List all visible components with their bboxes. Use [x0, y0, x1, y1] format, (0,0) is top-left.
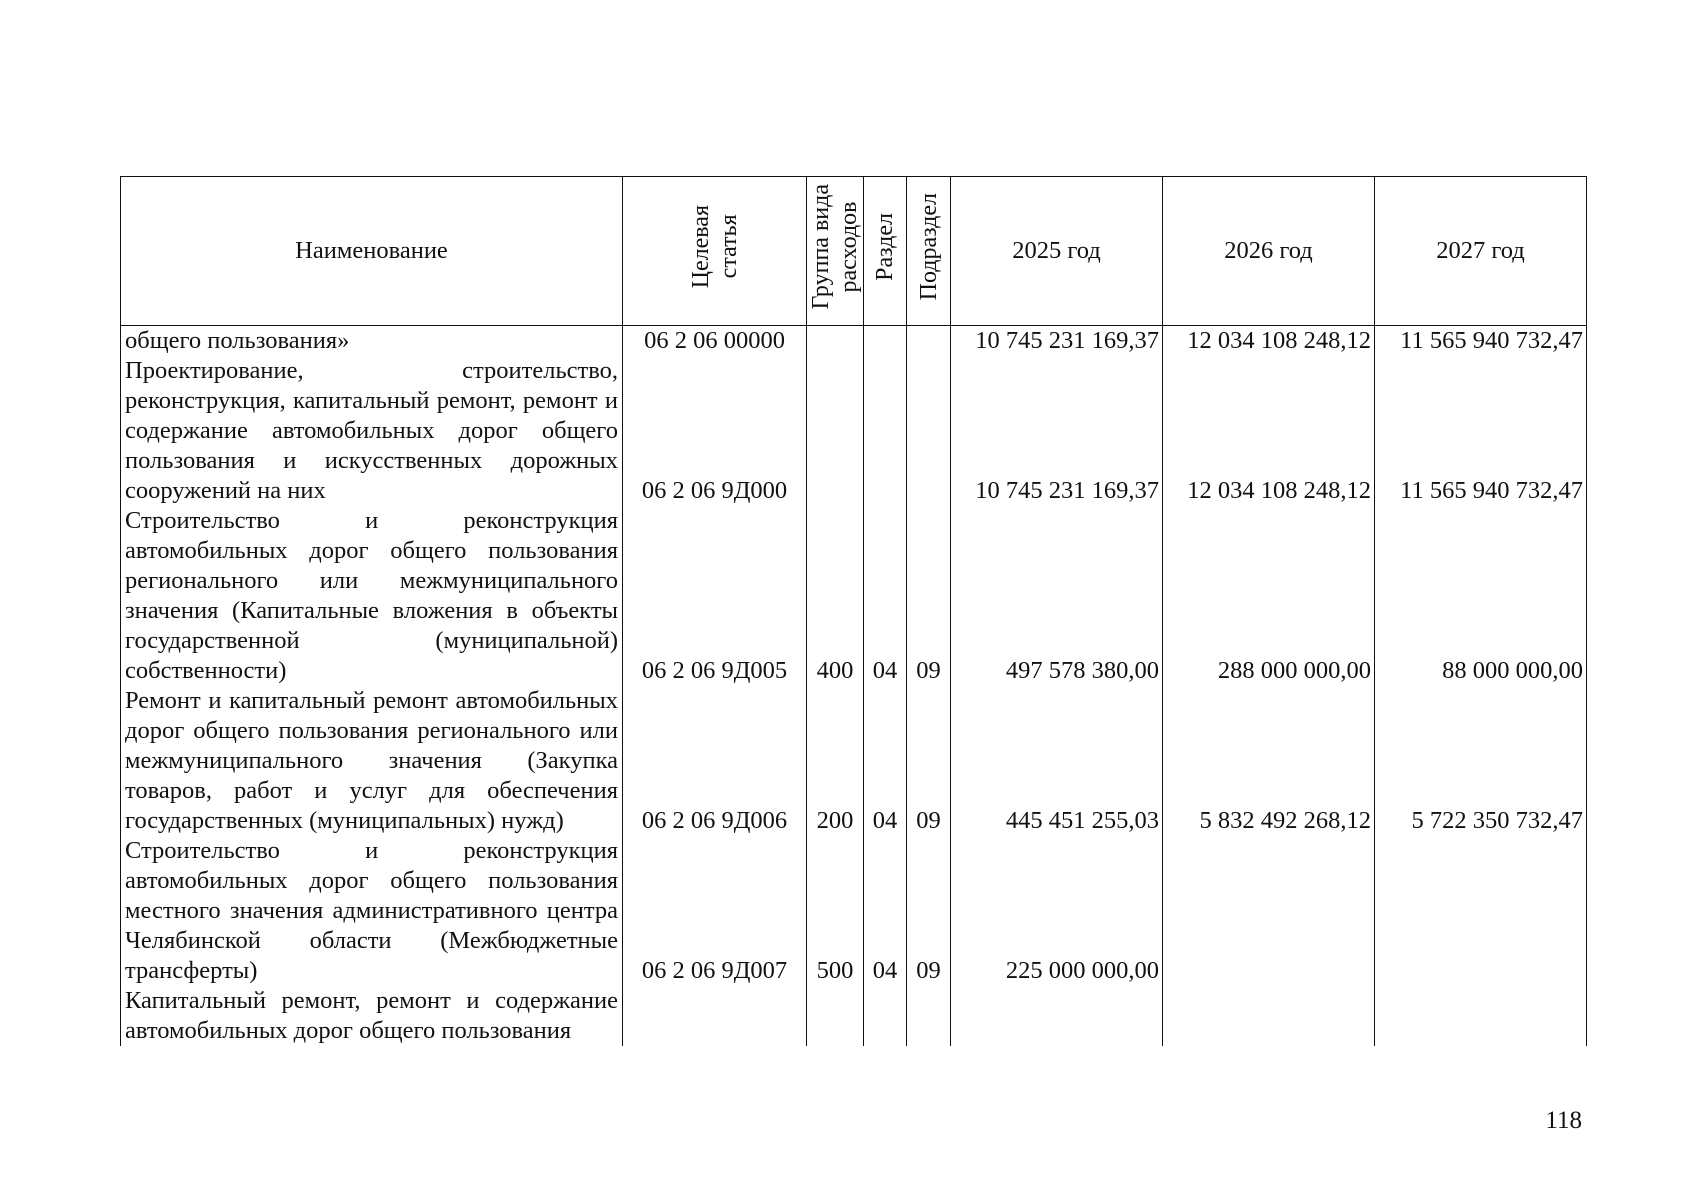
- header-razdel: Раздел: [864, 177, 907, 326]
- table-row: [121, 356, 1587, 506]
- row-expense-group: 200: [807, 686, 864, 836]
- row-amount-2027: [1375, 986, 1587, 1046]
- budget-table: [120, 176, 1587, 1046]
- table-row: [121, 506, 1587, 686]
- row-amount-2025: 10 745 231 169,37: [951, 326, 1163, 357]
- row-target-article: 06 2 06 9Д005: [623, 506, 807, 686]
- row-expense-group: 500: [807, 836, 864, 986]
- row-amount-2027: [1375, 836, 1587, 986]
- table-row: [121, 836, 1587, 986]
- row-name: общего пользования»: [121, 326, 623, 357]
- table-row: [121, 986, 1587, 1046]
- row-target-article: [623, 986, 807, 1046]
- row-podrazdel: [907, 356, 951, 506]
- header-target-article: Целевая статья: [623, 177, 807, 326]
- row-name: Капитальный ремонт, ремонт и содержание автомобильных дорог общего пользования: [121, 986, 623, 1046]
- table-row: [121, 326, 1587, 357]
- row-podrazdel: [907, 326, 951, 357]
- row-expense-group: [807, 356, 864, 506]
- row-expense-group: [807, 986, 864, 1046]
- row-amount-2026: 5 832 492 268,12: [1163, 686, 1375, 836]
- row-amount-2027: 11 565 940 732,47: [1375, 356, 1587, 506]
- row-target-article: 06 2 06 00000: [623, 326, 807, 357]
- header-year-2027: 2027 год: [1375, 177, 1587, 326]
- row-podrazdel: 09: [907, 686, 951, 836]
- row-amount-2027: 5 722 350 732,47: [1375, 686, 1587, 836]
- row-amount-2026: [1163, 836, 1375, 986]
- row-podrazdel: [907, 986, 951, 1046]
- row-razdel: 04: [864, 686, 907, 836]
- row-amount-2026: [1163, 986, 1375, 1046]
- row-podrazdel: 09: [907, 506, 951, 686]
- row-razdel: 04: [864, 506, 907, 686]
- row-expense-group: [807, 326, 864, 357]
- row-amount-2027: 88 000 000,00: [1375, 506, 1587, 686]
- row-target-article: 06 2 06 9Д006: [623, 686, 807, 836]
- row-target-article: 06 2 06 9Д007: [623, 836, 807, 986]
- row-amount-2025: 497 578 380,00: [951, 506, 1163, 686]
- header-name: Наименование: [121, 177, 623, 326]
- row-amount-2026: 12 034 108 248,12: [1163, 326, 1375, 357]
- row-razdel: [864, 326, 907, 357]
- row-amount-2025: 10 745 231 169,37: [951, 356, 1163, 506]
- row-name: Строительство и реконструкция автомобильных дорог общего пользования местного значения административного центра Челябинской области (Межбюджетные трансферты): [121, 836, 623, 986]
- row-name: Строительство и реконструкция автомобильных дорог общего пользования регионального или межмуниципального значения (Капитальные вложения в объекты государственной (муниципальной) собственности): [121, 506, 623, 686]
- row-razdel: [864, 356, 907, 506]
- row-name: Ремонт и капитальный ремонт автомобильных дорог общего пользования регионального или межмуниципального значения (Закупка товаров, работ и услуг для обеспечения государственных (муниципальных) нужд): [121, 686, 623, 836]
- row-amount-2026: 288 000 000,00: [1163, 506, 1375, 686]
- table-header-row: [121, 177, 1587, 326]
- row-expense-group: 400: [807, 506, 864, 686]
- row-podrazdel: 09: [907, 836, 951, 986]
- row-target-article: 06 2 06 9Д000: [623, 356, 807, 506]
- header-expense-group: Группа вида расходов: [807, 177, 864, 326]
- table-row: [121, 686, 1587, 836]
- row-razdel: 04: [864, 836, 907, 986]
- page-number: 118: [1545, 1107, 1582, 1134]
- header-year-2025: 2025 год: [951, 177, 1163, 326]
- row-razdel: [864, 986, 907, 1046]
- header-year-2026: 2026 год: [1163, 177, 1375, 326]
- row-amount-2026: 12 034 108 248,12: [1163, 356, 1375, 506]
- row-amount-2025: [951, 986, 1163, 1046]
- row-amount-2025: 445 451 255,03: [951, 686, 1163, 836]
- row-amount-2025: 225 000 000,00: [951, 836, 1163, 986]
- row-name: Проектирование, строительство, реконструкция, капитальный ремонт, ремонт и содержание автомобильных дорог общего пользования и искусственных дорожных сооружений на них: [121, 356, 623, 506]
- header-podrazdel: Подраздел: [907, 177, 951, 326]
- row-amount-2027: 11 565 940 732,47: [1375, 326, 1587, 357]
